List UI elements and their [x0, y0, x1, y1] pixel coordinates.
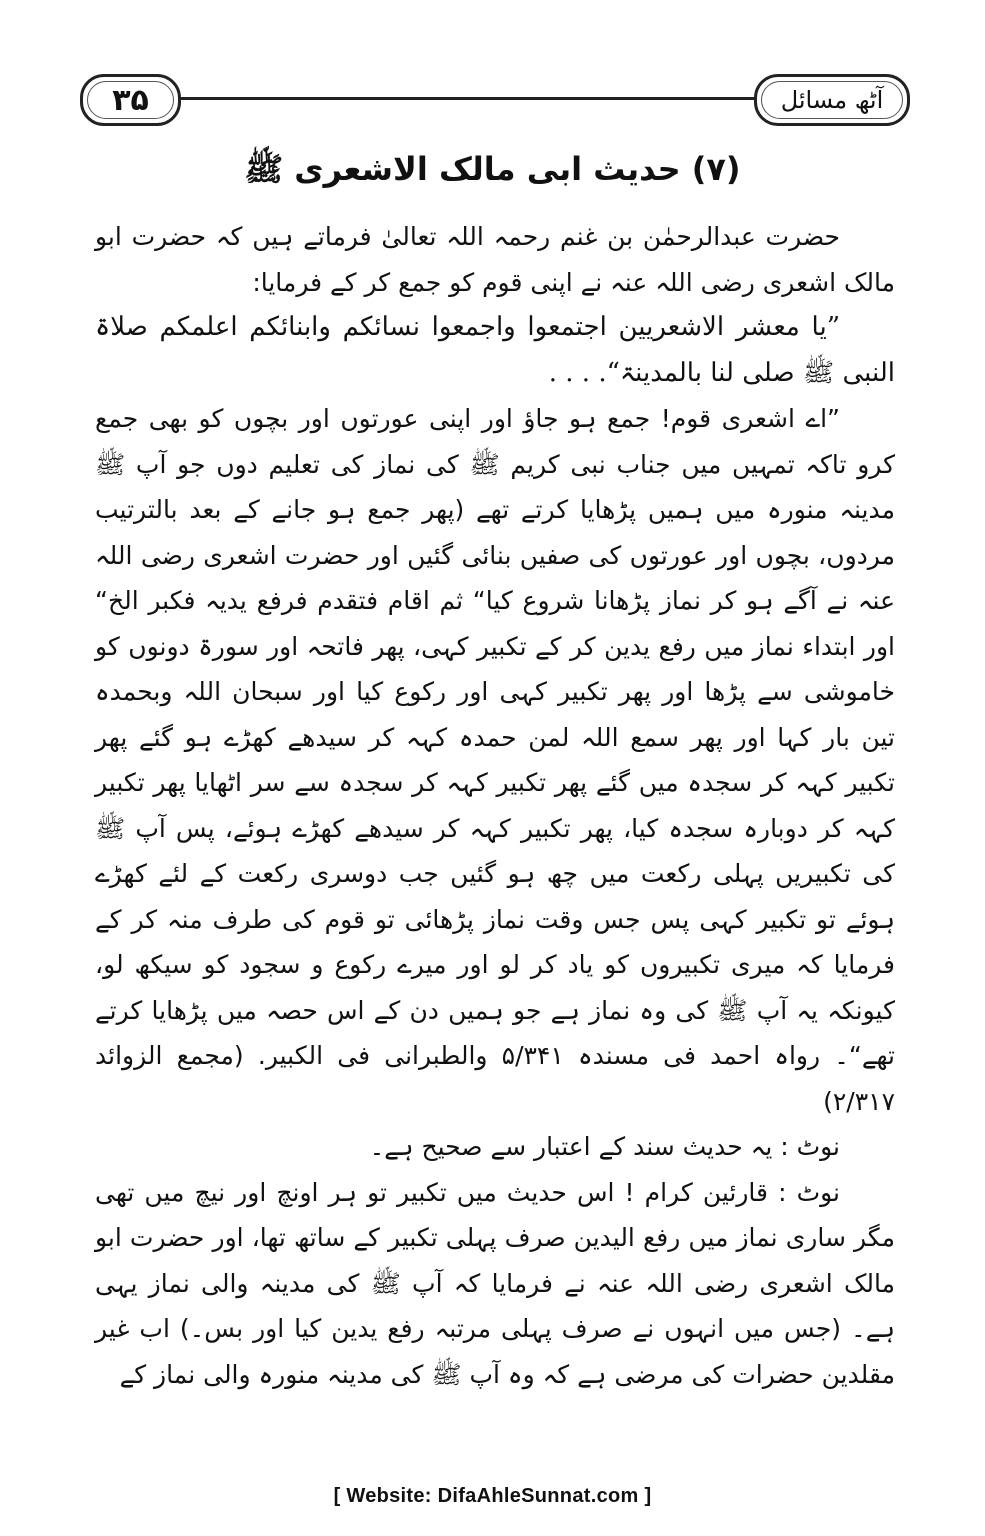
intro-paragraph: حضرت عبدالرحمٰن بن غنم رحمہ اللہ تعالیٰ فرماتے ہیں کہ حضرت ابو مالک اشعری رضی اللہ عنہ نے اپنی قوم کو جمع کر کے فرمایا: [95, 222, 895, 297]
translation-paragraph: ”اے اشعری قوم! جمع ہو جاؤ اور اپنی عورتوں اور بچوں کو بھی جمع کرو تاکہ تمہیں میں جناب نبی کریم ﷺ کی نماز کی تعلیم دوں جو آپ ﷺ مدینہ منورہ میں ہمیں پڑھایا کرتے تھے (پھر جمع ہو جانے کے بعد بالترتیب مردوں، بچوں اور عورتوں کی صفیں بنائی گئیں اور حضرت اشعری رضی اللہ عنہ نے آگے ہو کر نماز پڑھانا شروع کیا“ ثم اقام فتقدم فرفع یدیہ فکبر الخ“ اور ابتداء نماز میں رفع یدین کر کے تکبیر کہی، پھر فاتحہ اور سورۃ دونوں کو خاموشی سے پڑھا اور پھر تکبیر کہی اور رکوع کیا اور سبحان اللہ وبحمدہ تین بار کہا اور پھر سمع اللہ لمن حمدہ کہہ کر سیدھے کھڑے ہو گئے پھر تکبیر کہہ کر سجدہ میں گئے پھر تکبیر کہہ کر سجدہ سے سر اٹھایا پھر تکبیر کہہ کر دوبارہ سجدہ کیا، پھر تکبیر کہہ کر سیدھے کھڑے ہوئے، پس آپ ﷺ کی تکبیریں پہلی رکعت میں چھ ہو گئیں جب دوسری رکعت کے لئے کھڑے ہوئے تو تکبیر کہی پس جس وقت نماز پڑھائی تو قوم کی طرف منہ کر کے فرمایا کہ میری تکبیروں کو یاد کر لو اور میرے رکوع و سجود کو سیکھ لو، کیونکہ یہ آپ ﷺ کی وہ نماز ہے جو ہمیں دن کے اس حصہ میں پڑھایا کرتے تھے“۔ رواہ احمد فی مسندہ ۵/۳۴۱ والطبرانی فی الکبیر. (مجمع الزوائد ۲/۳۱۷) [95, 404, 895, 1116]
book-title-frame [754, 74, 910, 126]
website-footer: [ Website: DifaAhleSunnat.com ] [333, 1485, 652, 1507]
header-rule [180, 97, 760, 100]
body-text [95, 214, 895, 1397]
note-1: نوٹ : یہ حدیث سند کے اعتبار سے صحیح ہے۔ [369, 1132, 840, 1161]
arabic-quote: ”یا معشر الاشعریین اجتمعوا واجمعوا نسائکم وابنائکم اعلمکم صلاۃ النبی ﷺ صلی لنا بالمدینۃ“. . . . [95, 312, 895, 388]
page-number: ۳۵ [112, 82, 149, 118]
page-number-frame [80, 74, 181, 126]
book-title: آٹھ مسائل [780, 86, 884, 114]
note-2: نوٹ : قارئین کرام ! اس حدیث میں تکبیر تو ہر اونچ اور نیچ میں تھی مگر ساری نماز میں رفع الیدین صرف پہلی تکبیر کے ساتھ تھا، اور حضرت ابو مالک اشعری رضی اللہ عنہ نے فرمایا کہ آپ ﷺ کی مدینہ والی نماز یہی ہے۔ (جس میں انہوں نے صرف پہلی مرتبہ رفع یدین کیا اور بس۔) اب غیر مقلدین حضرات کی مرضی ہے کہ وہ آپ ﷺ کی مدینہ منورہ والی نماز کے [95, 1177, 895, 1389]
section-title: (۷) حدیث ابی مالک الاشعری ﷺ [244, 150, 741, 188]
page-header [80, 68, 910, 128]
